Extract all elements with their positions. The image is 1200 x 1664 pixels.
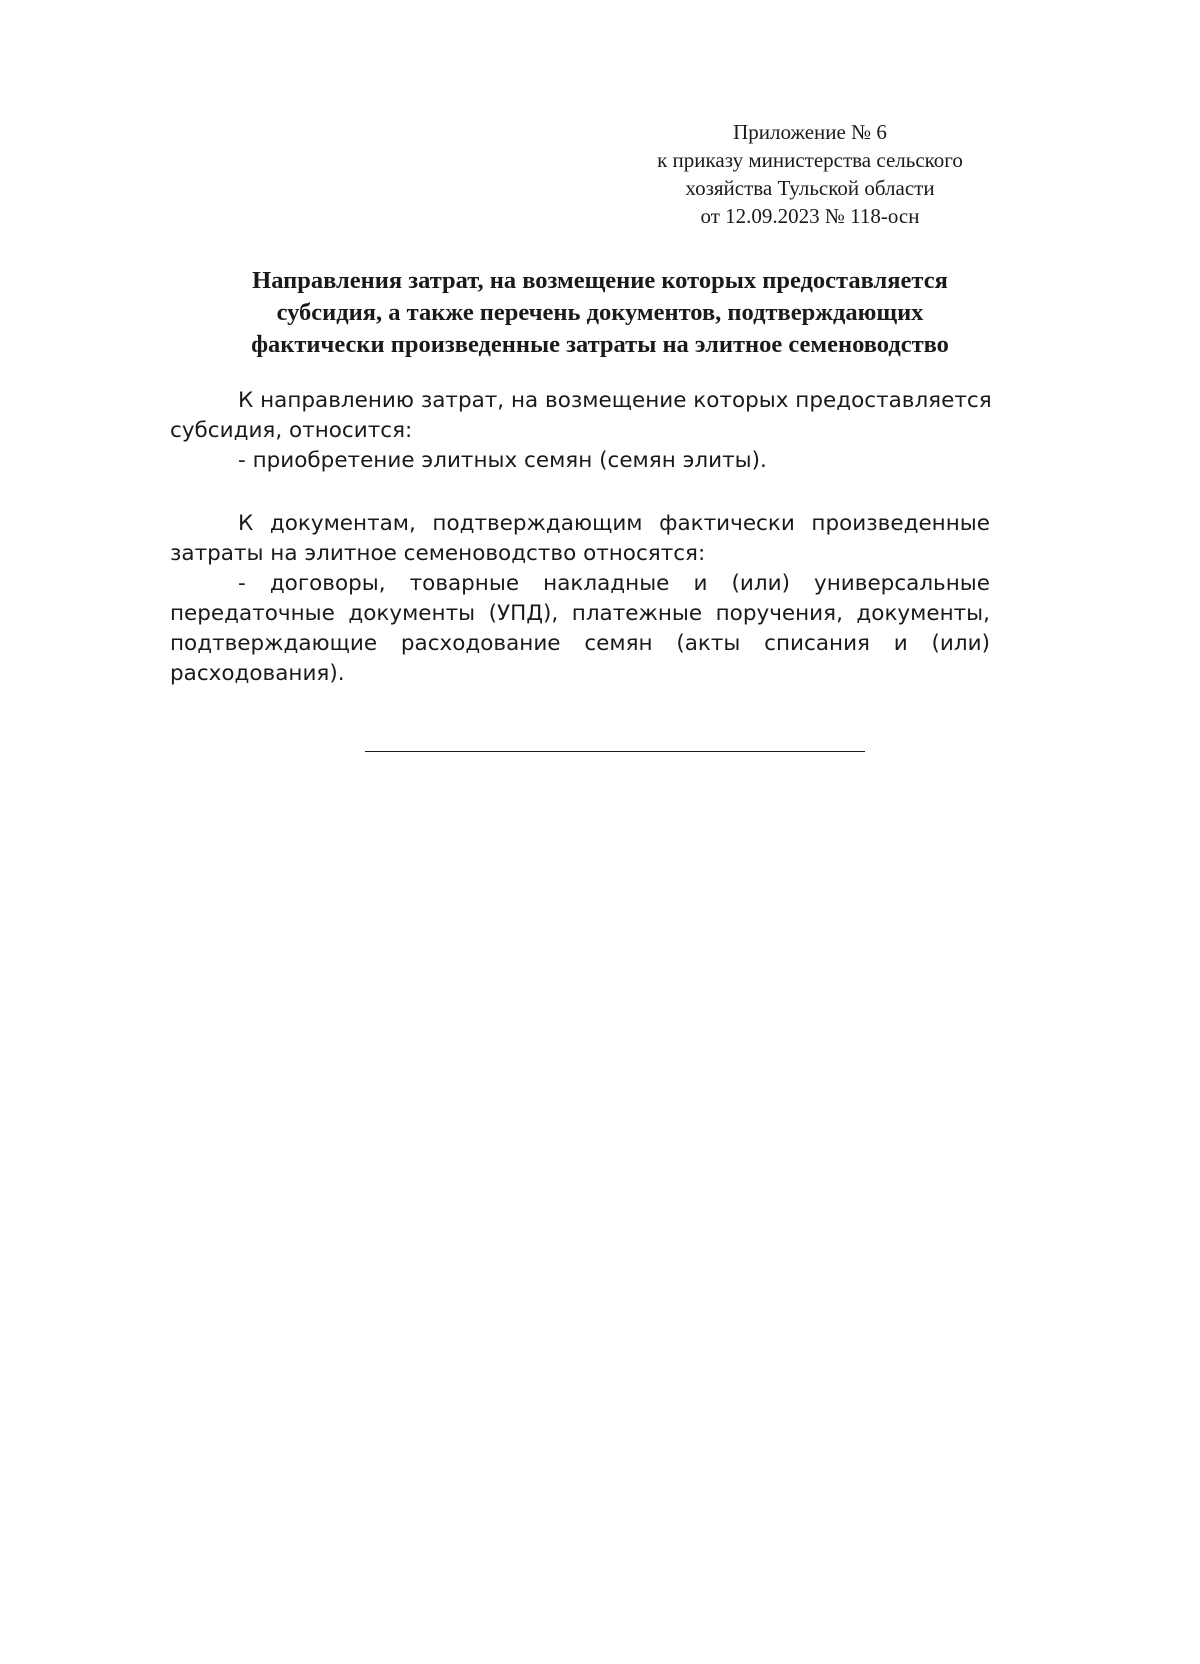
paragraph-line: субсидия, относится: — [170, 418, 413, 443]
document-title — [160, 265, 1040, 361]
appendix-number: Приложение № 6 — [733, 120, 887, 144]
list-item-continuation: подтверждающие расходование семян (акты списания и (или) — [170, 631, 990, 656]
appendix-order-ref: к приказу министерства сельского — [657, 148, 963, 172]
end-divider — [365, 751, 865, 752]
paragraph-line: К направлению затрат, на возмещение которых предоставляется — [238, 388, 992, 413]
title-line: субсидия, а также перечень документов, подтверждающих — [276, 299, 924, 326]
appendix-date: от 12.09.2023 № 118-осн — [700, 204, 920, 228]
cost-directions-section — [170, 386, 990, 476]
title-line: фактически произведенные затраты на элитное семеноводство — [251, 331, 949, 358]
list-item: - приобретение элитных семян (семян элиты). — [238, 448, 767, 473]
list-item-continuation: расходования). — [170, 661, 345, 686]
paragraph-line: К документам, подтверждающим фактически произведенные — [238, 511, 990, 536]
appendix-header — [620, 118, 1000, 230]
list-item: - договоры, товарные накладные и (или) универсальные — [238, 571, 990, 596]
list-item-continuation: передаточные документы (УПД), платежные поручения, документы, — [170, 601, 990, 626]
appendix-ministry: хозяйства Тульской области — [685, 176, 935, 200]
title-line: Направления затрат, на возмещение которых предоставляется — [252, 267, 948, 294]
paragraph-line: затраты на элитное семеноводство относятся: — [170, 541, 706, 566]
documents-section — [170, 509, 990, 689]
